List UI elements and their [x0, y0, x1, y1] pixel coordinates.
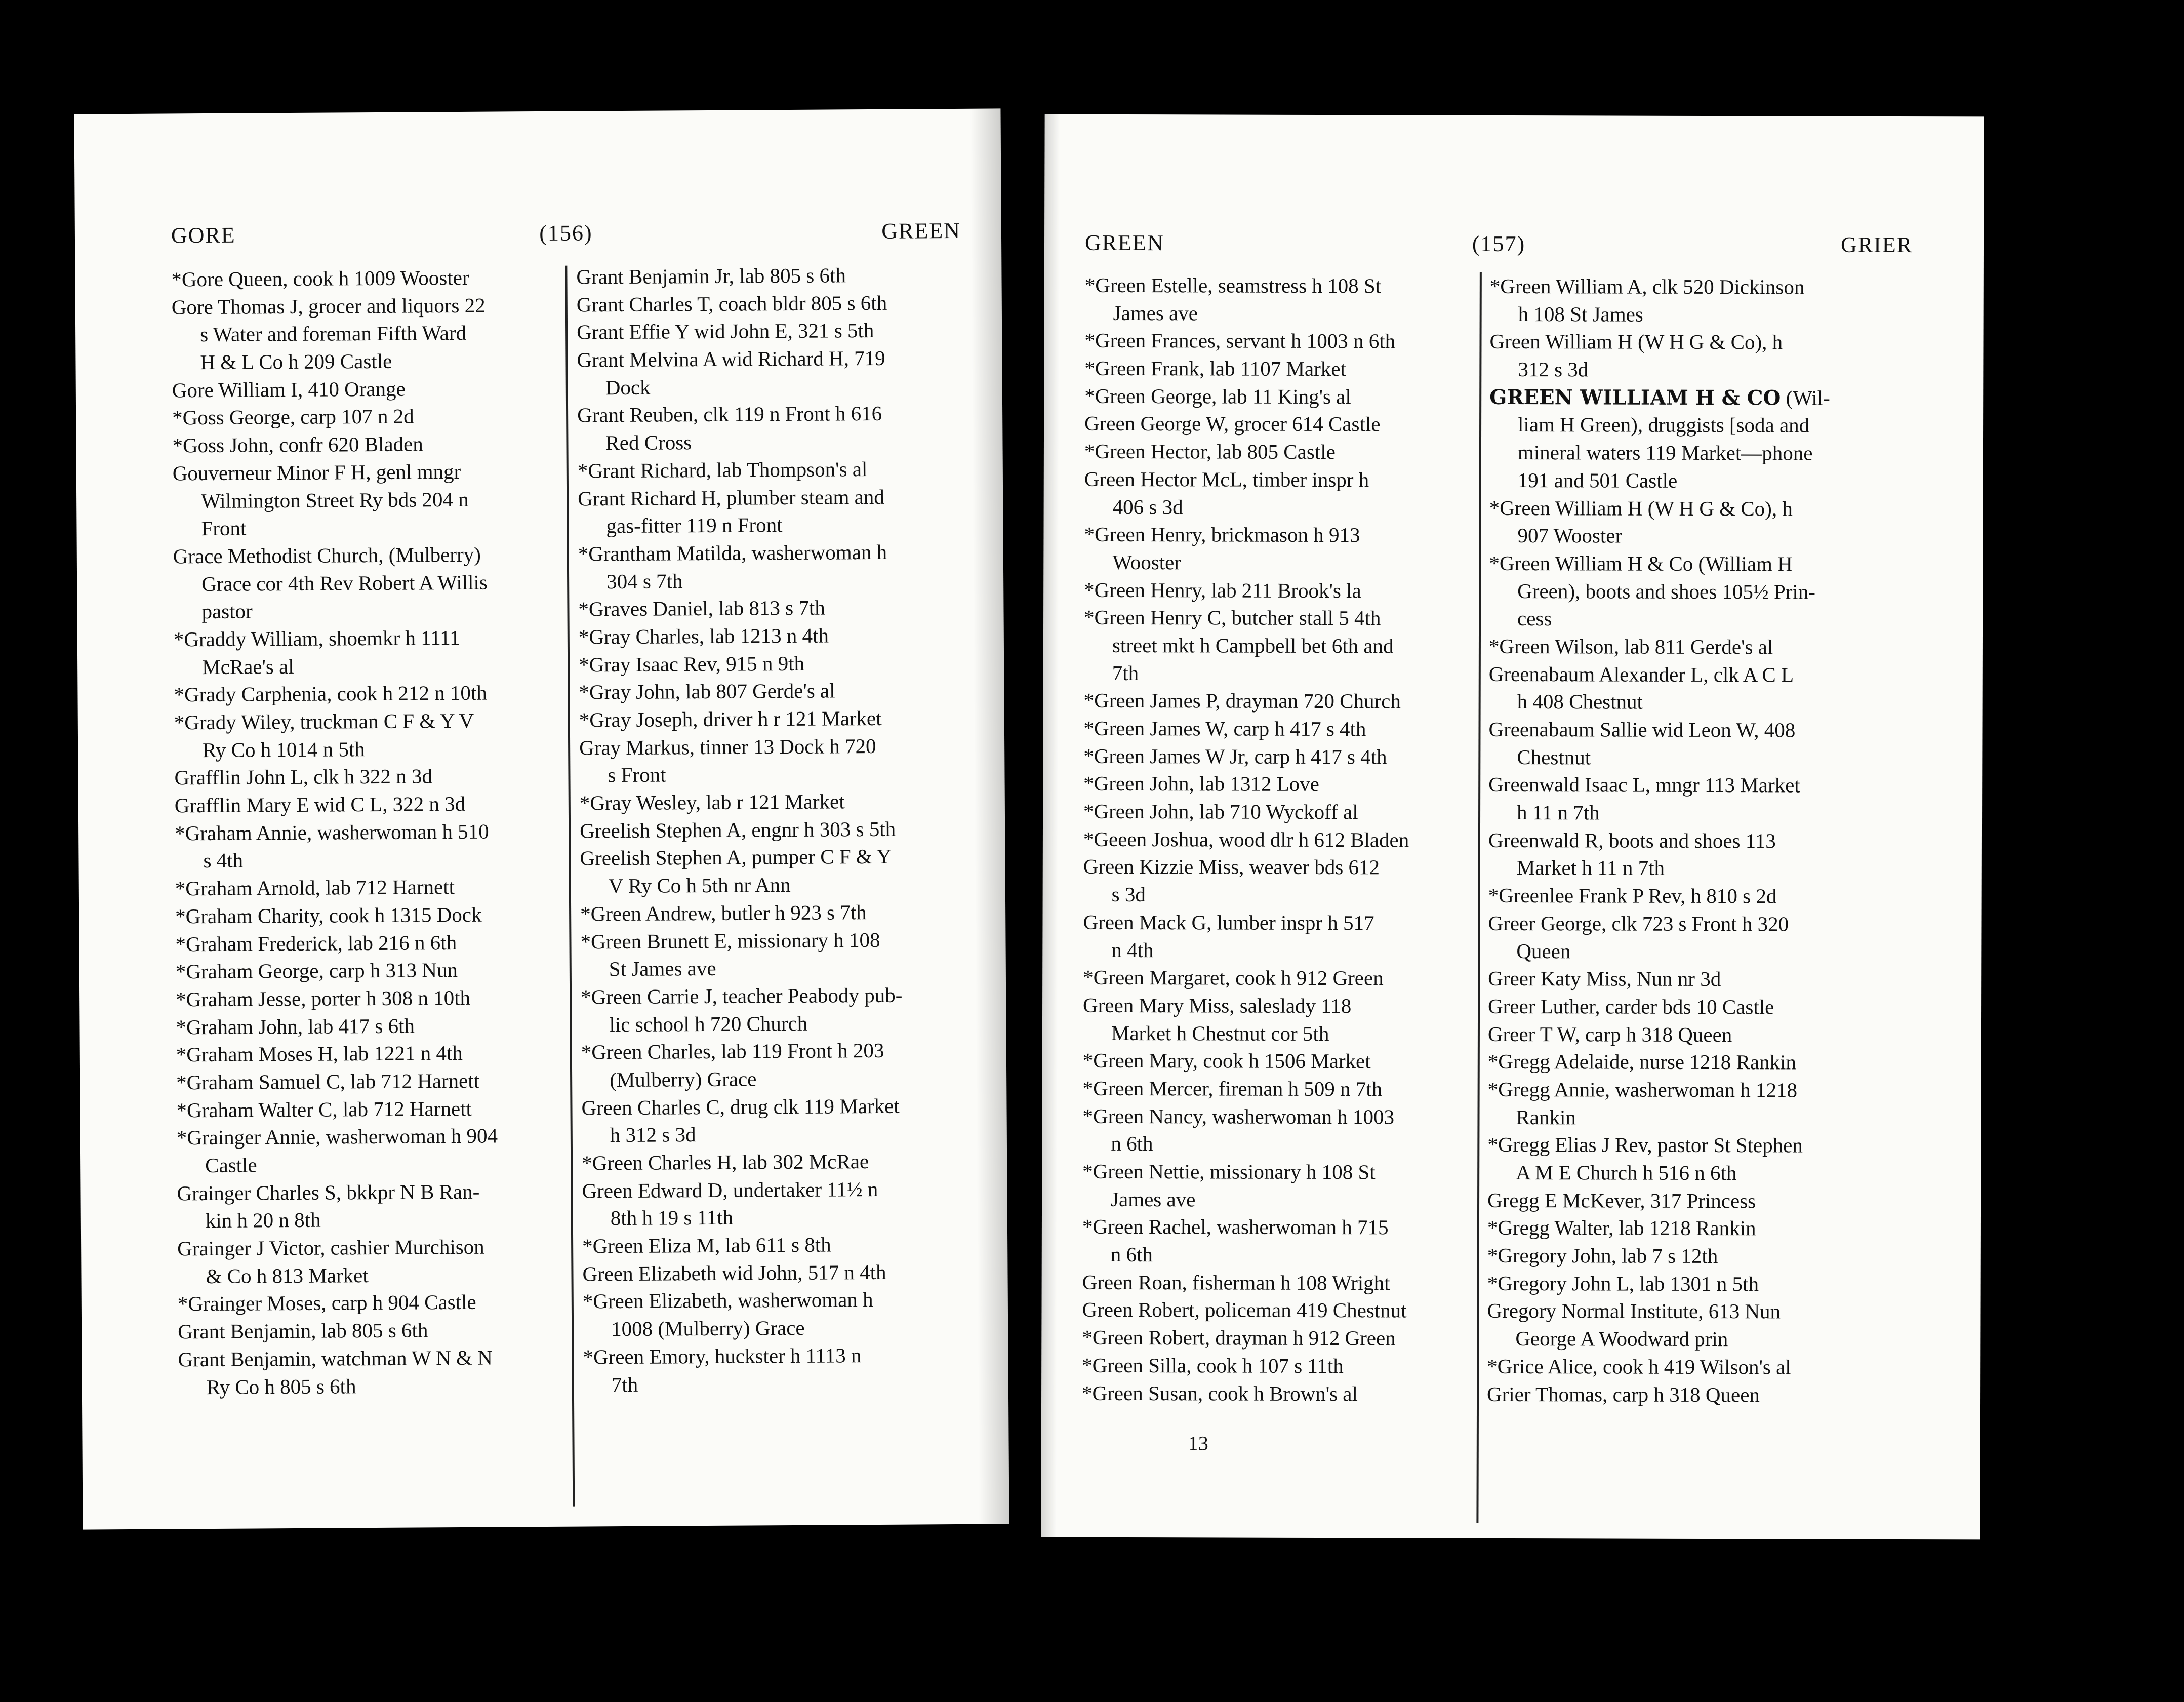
directory-entry-line: St James ave	[609, 957, 716, 981]
left-page	[74, 108, 1009, 1529]
directory-entry-line: Green William H (W H G & Co), h	[1489, 330, 1783, 354]
directory-entry-line: Castle	[205, 1153, 257, 1177]
directory-entry-line: *Grady Carphenia, cook h 212 n 10th	[174, 681, 487, 706]
directory-entry-line: street mkt h Campbell bet 6th and	[1112, 633, 1394, 658]
directory-entry-line: Greer Luther, carder bds 10 Castle	[1488, 994, 1774, 1019]
directory-entry-line: *Graham John, lab 417 s 6th	[176, 1014, 415, 1039]
directory-entry-line: h 408 Chestnut	[1517, 690, 1643, 714]
directory-entry-line: *Green Charles H, lab 302 McRae	[582, 1150, 869, 1175]
directory-entry-line: Gore Thomas J, grocer and liquors 22	[171, 293, 486, 319]
directory-entry-line: cess	[1517, 607, 1552, 630]
directory-entry-line: Greenwald Isaac L, mngr 113 Market	[1488, 773, 1800, 797]
directory-entry-line: *Green Robert, drayman h 912 Green	[1082, 1325, 1396, 1350]
directory-entry-line: *Goss John, confr 620 Bladen	[172, 432, 423, 457]
directory-entry-line: *Green Mercer, fireman h 509 n 7th	[1082, 1076, 1383, 1101]
directory-entry-line: lic school h 720 Church	[609, 1011, 808, 1036]
directory-entry-line: h 11 n 7th	[1517, 801, 1600, 824]
firm-name-bold: GREEN WILLIAM H & CO	[1489, 385, 1781, 410]
directory-entry-line: Green George W, grocer 614 Castle	[1084, 412, 1381, 436]
directory-entry-line: *Green Henry, lab 211 Brook's la	[1084, 578, 1361, 602]
directory-entry-line: Green), boots and shoes 105½ Prin-	[1517, 579, 1815, 604]
directory-entry-line: *Grant Richard, lab Thompson's al	[577, 457, 868, 483]
directory-entry-line: Front	[201, 516, 247, 540]
directory-entry-line: *Green James P, drayman 720 Church	[1083, 689, 1401, 713]
directory-entry-line: pastor	[201, 599, 253, 623]
directory-entry-line: s Water and foreman Fifth Ward	[200, 321, 467, 346]
directory-entry-line: Green Hector McL, timber inspr h	[1084, 467, 1369, 492]
directory-entry-line: Grafflin Mary E wid C L, 322 n 3d	[174, 791, 466, 817]
directory-entry-line: *Gray Joseph, driver h r 121 Market	[579, 706, 882, 732]
directory-entry-line: *Graham George, carp h 313 Nun	[175, 958, 458, 983]
directory-entry-line: *Green Henry C, butcher stall 5 4th	[1084, 606, 1381, 630]
directory-entry-line: Grace Methodist Church, (Mulberry)	[173, 542, 481, 568]
running-head-left: GREEN	[1084, 230, 1164, 256]
page-fold-shadow	[1041, 114, 1060, 1537]
directory-entry-line: (Mulberry) Grace	[610, 1067, 757, 1092]
directory-entry-line: Grant Richard H, plumber steam and	[577, 485, 884, 510]
directory-entry-line: *Gore Queen, cook h 1009 Wooster	[171, 265, 469, 291]
directory-entry-line: *Green Elizabeth, washerwoman h	[582, 1288, 873, 1313]
directory-entry-line: Red Cross	[605, 430, 692, 455]
directory-entry-line: V Ry Co h 5th nr Ann	[608, 873, 791, 898]
directory-entry-line: *Grantham Matilda, washerwoman h	[578, 540, 887, 566]
directory-entry-line: *Gregg Annie, washerwoman h 1218	[1487, 1077, 1798, 1102]
directory-entry-line: *Graves Daniel, lab 813 s 7th	[578, 596, 825, 621]
right-page	[1041, 114, 1984, 1540]
directory-entry-line: liam H Green), druggists [soda and	[1518, 413, 1810, 437]
directory-entry-line: Green Kizzie Miss, weaver bds 612	[1083, 855, 1380, 879]
directory-entry-line: Green Charles C, drug clk 119 Market	[581, 1094, 900, 1120]
directory-entry-line: *Gregg Adelaide, nurse 1218 Rankin	[1487, 1050, 1797, 1074]
directory-entry-line: Greenabaum Alexander L, clk A C L	[1488, 662, 1794, 687]
directory-entry-line: *Green Henry, brickmason h 913	[1084, 522, 1360, 547]
right-page-column-1	[1082, 271, 1480, 1408]
directory-entry-line: 312 s 3d	[1518, 358, 1589, 381]
directory-entry-line: McRae's al	[202, 654, 294, 679]
directory-entry-line: Greer T W, carp h 318 Queen	[1487, 1022, 1732, 1046]
directory-entry-line: Grant Effie Y wid John E, 321 s 5th	[576, 319, 874, 344]
directory-entry-line: Gregg E McKever, 317 Princess	[1487, 1188, 1756, 1212]
directory-entry-line: *Green Silla, cook h 107 s 11th	[1082, 1353, 1344, 1377]
directory-entry-line: *Graham Samuel C, lab 712 Harnett	[176, 1068, 480, 1094]
directory-entry-line: 907 Wooster	[1517, 524, 1623, 547]
directory-entry-line: *Green Carrie J, teacher Peabody pub-	[581, 983, 903, 1009]
directory-entry-line: George A Woodward prin	[1515, 1327, 1728, 1351]
directory-entry-line: Grant Benjamin, lab 805 s 6th	[178, 1318, 428, 1343]
directory-entry-line: 304 s 7th	[606, 569, 683, 593]
running-head-right: GRIER	[1840, 232, 1913, 258]
directory-entry-line: Greer George, clk 723 s Front h 320	[1488, 911, 1789, 936]
directory-entry-line: Grace cor 4th Rev Robert A Willis	[201, 570, 488, 596]
directory-entry-line: s 4th	[203, 849, 244, 873]
directory-entry-line: *Grainger Moses, carp h 904 Castle	[177, 1290, 476, 1316]
directory-entry-line: Gregory Normal Institute, 613 Nun	[1487, 1299, 1781, 1323]
directory-entry-line: 7th	[611, 1372, 638, 1396]
directory-entry-line: *Gregg Walter, lab 1218 Rankin	[1487, 1216, 1756, 1240]
directory-entry-line: *Graham Arnold, lab 712 Harnett	[175, 875, 455, 900]
directory-entry-line: *Green Susan, cook h Brown's al	[1082, 1381, 1358, 1405]
directory-entry-line: A M E Church h 516 n 6th	[1516, 1161, 1737, 1185]
directory-entry-line: *Gray Isaac Rev, 915 n 9th	[578, 651, 805, 677]
directory-entry-line: *Green Rachel, washerwoman h 715	[1082, 1215, 1389, 1239]
directory-entry-line: *Gregory John L, lab 1301 n 5th	[1487, 1271, 1759, 1296]
directory-entry-line: Greer Katy Miss, Nun nr 3d	[1488, 967, 1721, 991]
directory-entry-line: *Green William H & Co (William H	[1489, 551, 1793, 576]
directory-entry-line: *Grainger Annie, washerwoman h 904	[176, 1124, 498, 1150]
directory-entry-line: Queen	[1516, 939, 1571, 963]
directory-entry-line: *Green John, lab 1312 Love	[1083, 772, 1319, 796]
directory-entry-line: *Green William A, clk 520 Dickinson	[1489, 274, 1805, 299]
left-page-header	[171, 218, 961, 253]
directory-entry-line: *Green Andrew, butler h 923 s 7th	[580, 900, 867, 926]
directory-entry-line: *Green William H (W H G & Co), h	[1489, 496, 1793, 520]
signature-mark: 13	[1188, 1432, 1208, 1455]
running-head-right: GREEN	[881, 218, 961, 244]
directory-entry-line: Market h 11 n 7th	[1516, 856, 1665, 880]
directory-entry-line: Green Mary Miss, saleslady 118	[1083, 993, 1352, 1018]
directory-entry-line: *Gray John, lab 807 Gerde's al	[579, 679, 835, 704]
directory-entry-line: *Grady Wiley, truckman C F & Y V	[174, 708, 474, 734]
directory-entry-line: *Green Mary, cook h 1506 Market	[1082, 1049, 1371, 1073]
directory-entry-line: *Green Emory, huckster h 1113 n	[583, 1343, 862, 1369]
directory-entry-line: *Green Frances, servant h 1003 n 6th	[1084, 329, 1396, 353]
directory-entry-line: Grant Benjamin Jr, lab 805 s 6th	[576, 263, 846, 289]
directory-entry-line: Grainger J Victor, cashier Murchison	[177, 1235, 484, 1260]
directory-entry-line: Greelish Stephen A, engnr h 303 s 5th	[580, 817, 896, 843]
directory-entry-line: *Green John, lab 710 Wyckoff al	[1083, 799, 1358, 824]
directory-entry-line: *Gray Charles, lab 1213 n 4th	[578, 623, 829, 649]
entry-text: (Wil-	[1781, 386, 1830, 410]
directory-entry-line: *Green Margaret, cook h 912 Green	[1083, 965, 1384, 990]
directory-entry-line: *Green James W, carp h 417 s 4th	[1083, 716, 1366, 741]
page-number: (156)	[539, 220, 593, 246]
directory-entry-line: Green Robert, policeman 419 Chestnut	[1082, 1298, 1407, 1322]
directory-entry-line: *Green Eliza M, lab 611 s 8th	[582, 1233, 831, 1258]
directory-entry-line: Gore William I, 410 Orange	[172, 377, 406, 402]
directory-entry-line: *Green George, lab 11 King's al	[1084, 384, 1351, 408]
directory-entry-line: h 108 St James	[1518, 302, 1643, 326]
directory-entry-line: Green Edward D, undertaker 11½ n	[582, 1177, 878, 1203]
directory-entry-line: Wooster	[1112, 550, 1182, 574]
directory-entry-line: *Graham Charity, cook h 1315 Dock	[175, 902, 482, 928]
directory-entry-line: Greenwald R, boots and shoes 113	[1488, 828, 1776, 853]
directory-entry-line: 8th h 19 s 11th	[610, 1206, 734, 1230]
directory-entry-line: Greelish Stephen A, pumper C F & Y	[580, 845, 892, 870]
directory-entry-line: *Gregory John, lab 7 s 12th	[1487, 1243, 1718, 1268]
directory-entry-line: *Graham Moses H, lab 1221 n 4th	[176, 1041, 463, 1066]
directory-entry-line: s Front	[608, 763, 666, 787]
directory-entry-line: *Graham Jesse, porter h 308 n 10th	[176, 985, 471, 1011]
directory-entry-line: Grant Melvina A wid Richard H, 719	[577, 346, 885, 372]
directory-entry-line: Rankin	[1516, 1105, 1576, 1129]
directory-entry-line: *Green Brunett E, missionary h 108	[580, 928, 880, 954]
directory-entry-line: Grant Reuben, clk 119 n Front h 616	[577, 402, 882, 427]
directory-entry-line: *Graham Walter C, lab 712 Harnett	[176, 1096, 472, 1122]
directory-entry-line: *Green Nettie, missionary h 108 St	[1082, 1159, 1376, 1184]
directory-entry-line: 406 s 3d	[1112, 495, 1183, 519]
directory-entry-line: s 3d	[1111, 883, 1146, 906]
directory-entry-line: Wilmington Street Ry bds 204 n	[201, 487, 469, 512]
directory-entry-line: *Graham Frederick, lab 216 n 6th	[175, 930, 457, 956]
directory-entry-line: n 4th	[1111, 938, 1154, 962]
directory-entry-line: *Goss George, carp 107 n 2d	[172, 404, 414, 429]
directory-entry-line: Market h Chestnut cor 5th	[1111, 1021, 1329, 1045]
right-page-column-2	[1487, 272, 1895, 1409]
directory-entry-line: Grant Charles T, coach bldr 805 s 6th	[576, 291, 887, 316]
directory-entry-line: n 6th	[1110, 1242, 1153, 1266]
directory-entry-line: Green Roan, fisherman h 108 Wright	[1082, 1270, 1390, 1295]
left-page-column-2	[576, 261, 988, 1399]
directory-entry-line: *Graddy William, shoemkr h 1111	[173, 625, 460, 651]
directory-entry-line: Grant Benjamin, watchman W N & N	[178, 1345, 493, 1371]
directory-entry-line: 7th	[1112, 661, 1139, 685]
directory-entry-line: *Graham Annie, washerwoman h 510	[175, 819, 489, 845]
directory-entry-line: Ry Co h 805 s 6th	[206, 1374, 356, 1399]
running-head-left: GORE	[171, 222, 236, 248]
directory-entry-line: & Co h 813 Market	[206, 1263, 369, 1288]
directory-entry-line: *Gregg Elias J Rev, pastor St Stephen	[1487, 1133, 1803, 1157]
directory-entry-line: James ave	[1111, 1187, 1196, 1211]
directory-entry-line: *Green Nancy, washerwoman h 1003	[1082, 1104, 1395, 1129]
directory-entry-line: Grafflin John L, clk h 322 n 3d	[174, 764, 433, 789]
directory-entry-line: n 6th	[1111, 1132, 1153, 1156]
directory-entry-line: *Green James W Jr, carp h 417 s 4th	[1083, 744, 1387, 769]
directory-entry-line: *Green Frank, lab 1107 Market	[1084, 356, 1346, 381]
directory-entry-line: H & L Co h 209 Castle	[200, 349, 392, 374]
right-page-header	[1085, 230, 1913, 262]
directory-entry-line: *Geeen Joshua, wood dlr h 612 Bladen	[1083, 827, 1409, 852]
directory-entry-line: Chestnut	[1517, 745, 1591, 769]
directory-entry-line: 1008 (Mulberry) Grace	[611, 1316, 805, 1341]
directory-entry-line: *Green Estelle, seamstress h 108 St	[1084, 273, 1382, 298]
directory-entry-line: 191 and 501 Castle	[1517, 468, 1678, 492]
directory-entry-line: *Green Charles, lab 119 Front h 203	[581, 1039, 884, 1064]
directory-entry-line	[1489, 383, 1894, 412]
directory-entry-line: gas-fitter 119 n Front	[606, 513, 783, 538]
directory-entry-line: *Green Wilson, lab 811 Gerde's al	[1488, 634, 1773, 659]
directory-entry-line: Grainger Charles S, bkkpr N B Ran-	[177, 1179, 480, 1205]
directory-entry-line: mineral waters 119 Market—phone	[1517, 441, 1813, 465]
directory-entry-line: *Gray Wesley, lab r 121 Market	[579, 789, 845, 815]
directory-entry-line: Green Elizabeth wid John, 517 n 4th	[582, 1260, 886, 1286]
directory-entry-line: *Greenlee Frank P Rev, h 810 s 2d	[1488, 884, 1777, 908]
directory-entry-line: *Grice Alice, cook h 419 Wilson's al	[1487, 1354, 1791, 1379]
directory-entry-line: kin h 20 n 8th	[205, 1208, 321, 1233]
directory-entry-line: Gray Markus, tinner 13 Dock h 720	[579, 734, 876, 760]
directory-entry-line: Green Mack G, lumber inspr h 517	[1083, 910, 1374, 935]
directory-entry-line: Dock	[605, 375, 651, 399]
directory-entry-line: Ry Co h 1014 n 5th	[203, 737, 365, 762]
directory-entry-line: Greenabaum Sallie wid Leon W, 408	[1488, 717, 1796, 742]
directory-entry-line: Gouverneur Minor F H, genl mngr	[172, 459, 461, 485]
directory-entry-line: *Green Hector, lab 805 Castle	[1084, 439, 1336, 464]
directory-entry-line: James ave	[1113, 301, 1198, 325]
directory-entry-line: h 312 s 3d	[610, 1123, 696, 1147]
page-number: (157)	[1472, 231, 1526, 257]
directory-entry-line: Grier Thomas, carp h 318 Queen	[1487, 1382, 1760, 1406]
